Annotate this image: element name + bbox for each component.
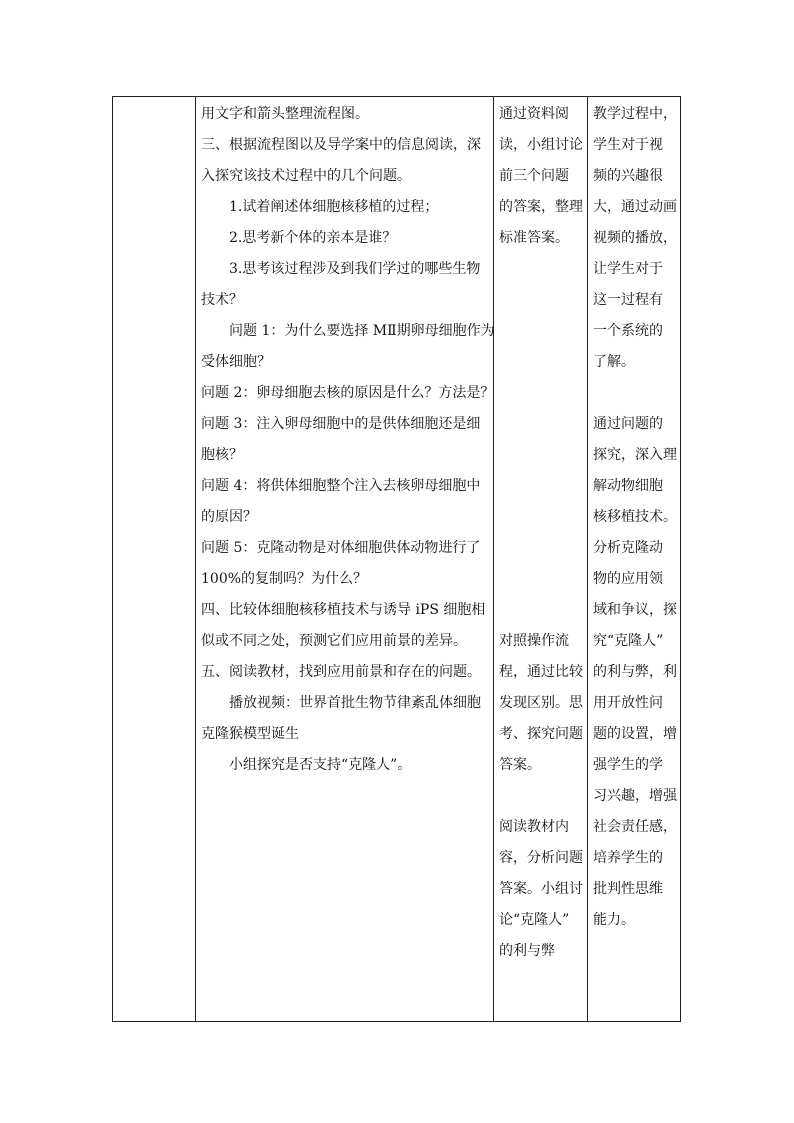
text-line: 问题 5：克隆动物是对体细胞供体动物进行了 [201,540,481,556]
text-line: 对照操作流 [499,633,569,649]
text-line: 读，小组讨论 [499,137,583,153]
text-line: 受体细胞？ [201,354,271,370]
text-line: 似或不同之处，预测它们应用前景的差异。 [201,633,467,649]
text-line: 核移植技术。 [593,509,677,525]
text-line: 的利与弊，利 [593,664,677,680]
text-line: 用文字和箭头整理流程图。 [201,106,369,122]
lesson-table [112,96,681,1022]
text-line: 教学过程中， [593,106,677,122]
text-line: 频的兴趣很 [593,168,663,184]
text-line: 考、探究问题 [499,726,583,742]
text-line: 答案。 [499,757,541,773]
design-intent-cell [588,97,681,936]
text-line: 通过资料阅 [499,106,569,122]
text-line: 答案。小组讨 [499,881,583,897]
text-line: 习兴趣，增强 [593,788,677,804]
student-activity-cell [494,97,587,967]
text-line: 2.思考新个体的亲本是谁？ [229,230,397,246]
text-line: 问题 2：卵母细胞去核的原因是什么？方法是？ [201,385,495,401]
text-line: 五、阅读教材，找到应用前景和存在的问题。 [201,664,481,680]
text-line: 问题 3：注入卵母细胞中的是供体细胞还是细 [201,416,481,432]
text-line: 分析克隆动 [593,540,663,556]
text-line: 强学生的学 [593,757,663,773]
text-line: 小组探究是否支持“克隆人”。 [229,757,412,773]
text-line: 视频的播放， [593,230,677,246]
text-line: 究“克隆人” [593,633,664,649]
text-line: 批判性思维 [593,881,663,897]
text-line: 大，通过动画 [593,199,677,215]
text-line: 培养学生的 [593,850,663,866]
text-line: 发现区别。思 [499,695,583,711]
text-line: 四、比较体细胞核移植技术与诱导 iPS 细胞相 [201,602,486,618]
text-line: 问题 1：为什么要选择 MⅡ期卵母细胞作为 [229,323,495,339]
text-line: 能力。 [593,912,635,928]
text-line: 解动物细胞 [593,478,663,494]
text-line: 100%的复制吗？为什么？ [201,571,368,587]
text-line: 1.试着阐述体细胞核移植的过程； [229,199,439,215]
text-line: 通过问题的 [593,416,663,432]
text-line: 播放视频：世界首批生物节律紊乱体细胞 [229,695,481,711]
text-line: 阅读教材内 [499,819,569,835]
text-line: 标准答案。 [499,230,569,246]
text-line: 前三个问题 [499,168,569,184]
text-line: 三、根据流程图以及导学案中的信息阅读，深 [201,137,481,153]
text-line: 物的应用领 [593,571,663,587]
text-line: 问题 4：将供体细胞整个注入去核卵母细胞中 [201,478,481,494]
text-line: 探究，深入理 [593,447,677,463]
text-line: 域和争议，探 [593,602,677,618]
text-line: 社会责任感， [593,819,677,835]
text-line: 胞核？ [201,447,243,463]
text-line: 的原因？ [201,509,257,525]
text-line: 的利与弊 [499,943,555,959]
text-line: 入探究该技术过程中的几个问题。 [201,168,411,184]
text-line: 技术？ [201,292,243,308]
text-line: 题的设置，增 [593,726,677,742]
text-line: 3.思考该过程涉及到我们学过的哪些生物 [229,261,481,277]
text-line: 一个系统的 [593,323,663,339]
text-line: 学生对于视 [593,137,663,153]
text-line: 用开放性问 [593,695,663,711]
text-line: 程，通过比较 [499,664,583,680]
text-line: 的答案，整理 [499,199,583,215]
teaching-content-cell [196,97,493,781]
text-line: 让学生对于 [593,261,663,277]
text-line: 这一过程有 [593,292,663,308]
text-line: 论“克隆人” [499,912,570,928]
text-line: 容，分析问题 [499,850,583,866]
text-line: 了解。 [593,354,635,370]
text-line: 克隆猴模型诞生 [201,726,299,742]
